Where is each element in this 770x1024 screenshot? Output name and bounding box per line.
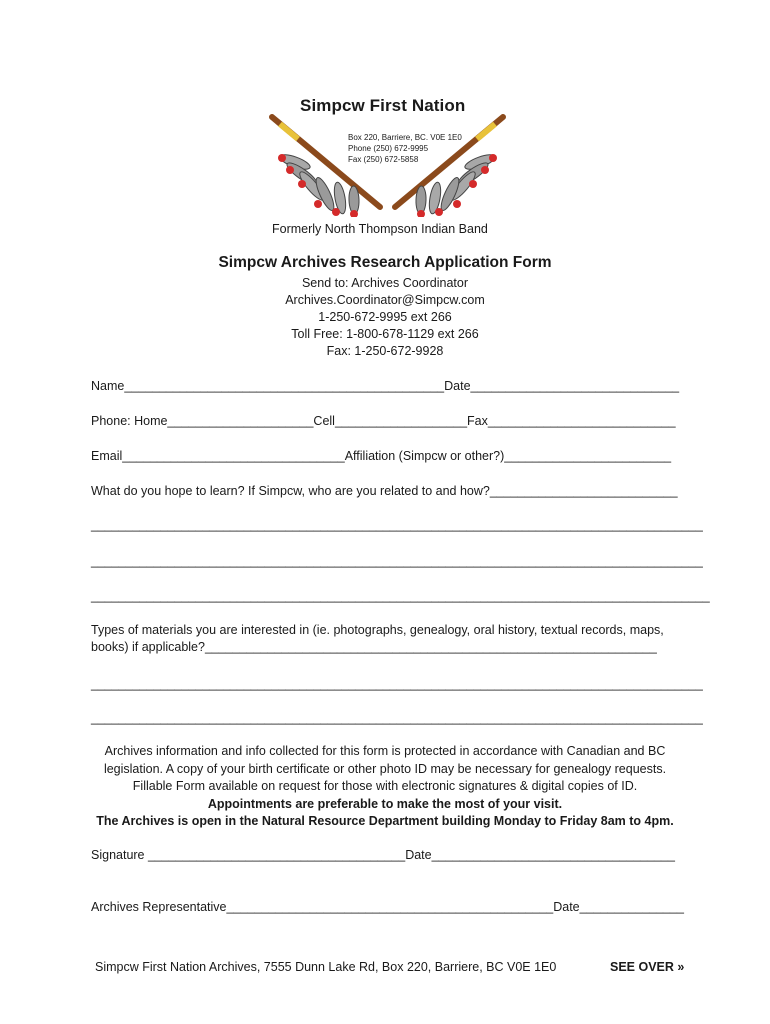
form-title: Simpcw Archives Research Application Form <box>218 254 552 271</box>
answer-line[interactable]: ________________________________________________________________________________________ <box>91 518 703 532</box>
learn-question-field[interactable]: What do you hope to learn? If Simpcw, who are you related to and how?___________________________ <box>91 484 678 498</box>
notice-line: Fillable Form available on request for those with electronic signatures & digital copies of ID. <box>132 779 638 793</box>
materials-question: Types of materials you are interested in (ie. photographs, genealogy, oral history, textual records, maps, <box>91 623 664 637</box>
logo-fax-line: Fax (250) 672-5858 <box>348 155 419 164</box>
email-affiliation-field[interactable]: Email________________________________Affiliation (Simpcw or other?)________________________ <box>91 449 672 463</box>
footer-address: Simpcw First Nation Archives, 7555 Dunn Lake Rd, Box 220, Barriere, BC V0E 1E0 <box>95 960 557 974</box>
answer-line[interactable]: ________________________________________________________________________________________ <box>91 677 703 691</box>
see-over-link[interactable]: SEE OVER » <box>610 960 685 974</box>
toll-free-line: Toll Free: 1-800-678-1129 ext 266 <box>291 327 479 341</box>
answer-line[interactable]: ________________________________________________________________________________________ <box>91 711 703 725</box>
representative-date-field[interactable]: Archives Representative_______________________________________________Date_______________ <box>91 900 684 914</box>
materials-field[interactable]: books) if applicable?_________________________________________________________________ <box>91 640 657 654</box>
privacy-notice <box>80 743 690 831</box>
coordinator-email[interactable]: Archives.Coordinator@Simpcw.com <box>285 293 485 307</box>
fax-line: Fax: 1-250-672-9928 <box>326 344 444 358</box>
logo-address <box>348 132 462 165</box>
logo-address-line: Box 220, Barriere, BC. V0E 1E0 <box>348 133 462 142</box>
phone-fields[interactable]: Phone: Home_____________________Cell___________________Fax___________________________ <box>91 414 676 428</box>
phone-line: 1-250-672-9995 ext 266 <box>318 310 452 324</box>
logo-org-name: Simpcw First Nation <box>300 96 466 115</box>
send-to-line: Send to: Archives Coordinator <box>301 276 469 290</box>
simpcw-logo <box>250 92 525 240</box>
signature-date-field[interactable]: Signature _____________________________________Date___________________________________ <box>91 848 675 862</box>
notice-line: legislation. A copy of your birth certificate or other photo ID may be necessary for genealogy requests. <box>103 761 667 776</box>
hours-notice: The Archives is open in the Natural Resource Department building Monday to Friday 8am to 4pm. <box>96 814 674 828</box>
appointments-notice: Appointments are preferable to make the most of your visit. <box>207 796 563 811</box>
answer-line[interactable]: ________________________________________________________________________________________ <box>91 554 703 568</box>
answer-line[interactable]: _________________________________________________________________________________________ <box>91 589 710 603</box>
notice-line: Archives information and info collected for this form is protected in accordance with Canadian and BC <box>104 744 666 758</box>
logo-phone-line: Phone (250) 672-9995 <box>348 144 429 153</box>
name-date-field[interactable]: Name______________________________________________Date______________________________ <box>91 379 680 393</box>
logo-formerly: Formerly North Thompson Indian Band <box>272 222 488 236</box>
